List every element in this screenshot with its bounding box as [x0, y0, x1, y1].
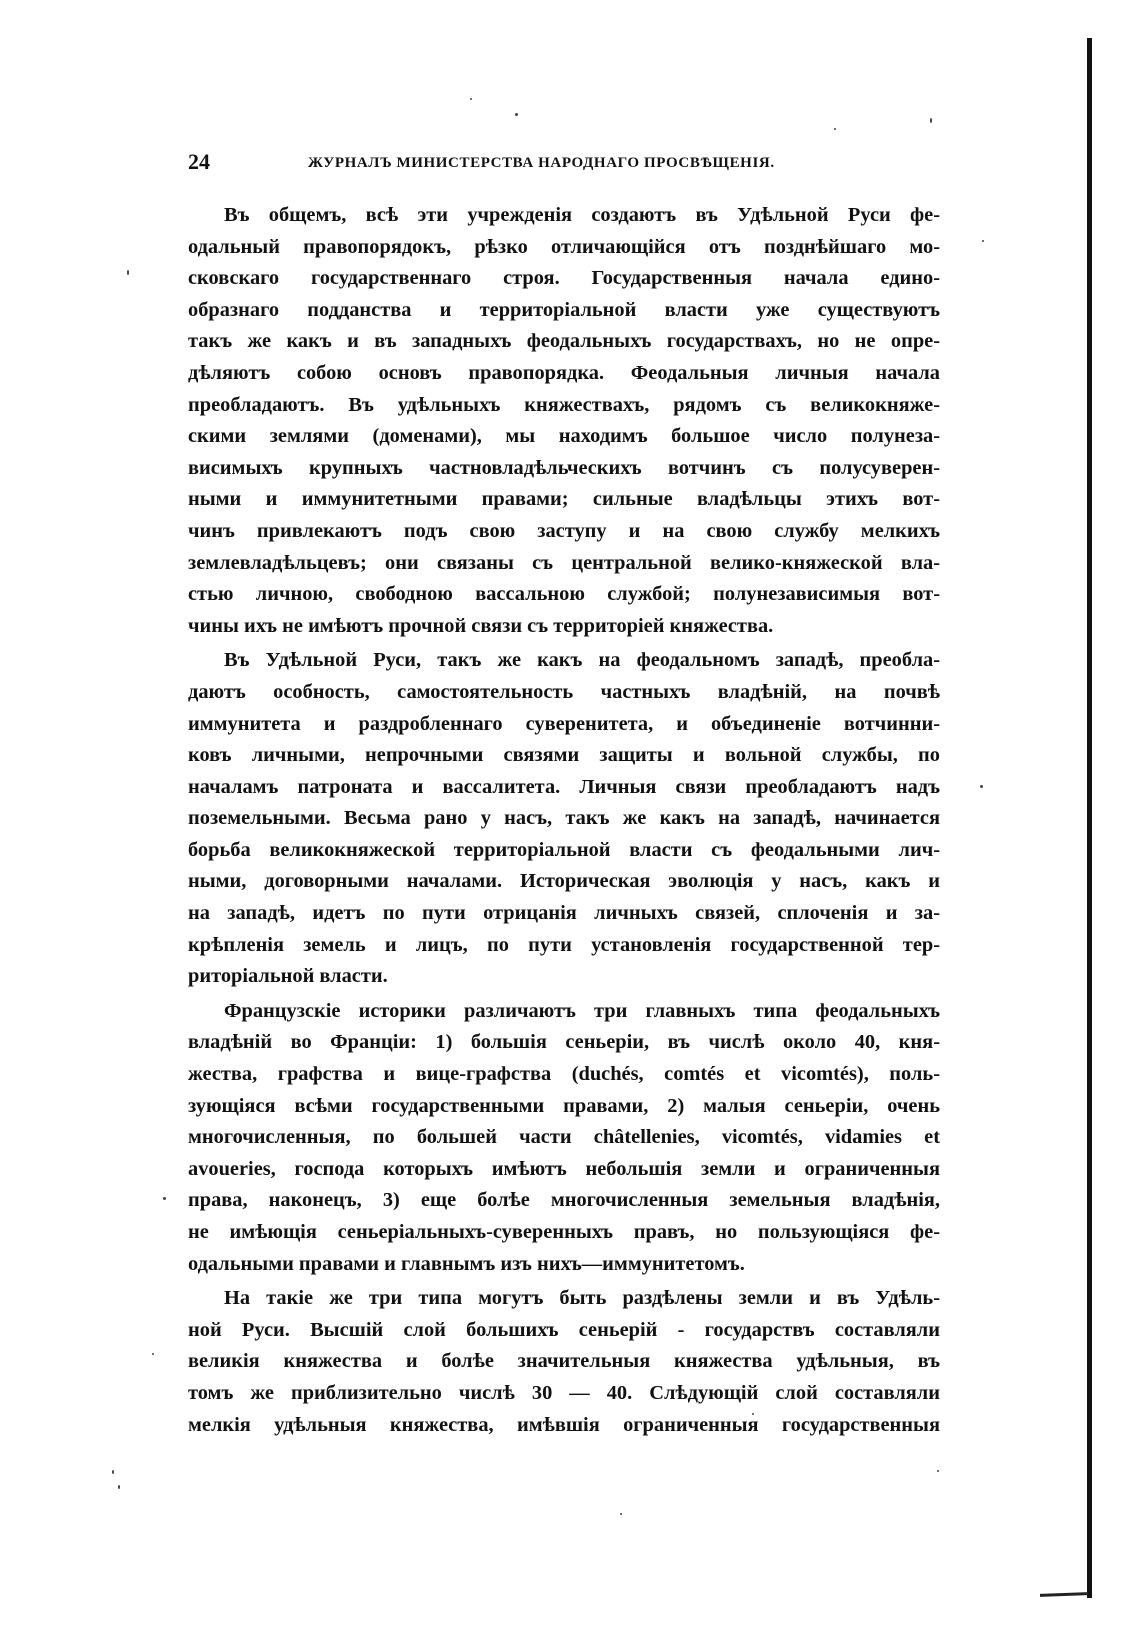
text-line: Въ Удѣльной Руси, такъ же какъ на феодальномъ западѣ, преобла-	[224, 649, 940, 672]
scan-speck	[112, 1470, 114, 1474]
text-line: образнаго подданства и территоріальной власти уже существуютъ	[188, 298, 940, 321]
text-line: avoueries, господа которыхъ имѣютъ небольшія земли и ограниченныя	[188, 1157, 940, 1180]
text-line: чинъ привлекаютъ подъ свою заступу и на свою службу мелкихъ	[188, 519, 940, 542]
scan-speck	[127, 270, 129, 275]
paragraph	[188, 1283, 940, 1441]
text-line: висимыхъ крупныхъ частновладѣльческихъ вотчинъ съ полусуверен-	[188, 456, 940, 479]
scan-speck	[982, 240, 984, 242]
text-line: одальными правами и главнымъ изъ нихъ—иммунитетомъ.	[188, 1252, 745, 1275]
text-line: не имѣющія сеньеріальныхъ-суверенныхъ правъ, но пользующіяся фе-	[188, 1221, 940, 1243]
text-line: ными, договорными началами. Историческая эволюція у насъ, какъ и	[188, 870, 940, 893]
text-line: даютъ особность, самостоятельность частныхъ владѣній, на почвѣ	[188, 680, 940, 703]
scan-speck	[980, 785, 983, 788]
page-number: 24	[188, 149, 210, 174]
text-line: Французскіе историки различаютъ три главныхъ типа феодальныхъ	[224, 999, 940, 1022]
text-line: преобладаютъ. Въ удѣльныхъ княжествахъ, рядомъ съ великокняже-	[188, 393, 940, 416]
text-line: чины ихъ не имѣютъ прочной связи съ территоріей княжества.	[188, 614, 774, 637]
scan-speck	[937, 1470, 939, 1472]
scan-speck	[470, 98, 472, 100]
scan-speck	[163, 1197, 166, 1200]
text-line: многочисленныя, по большей части châtellenies, vicomtés, vidamies et	[188, 1126, 940, 1149]
text-line: права, наконецъ, 3) еще болѣе многочисленныя земельныя владѣнія,	[188, 1189, 940, 1212]
text-line: крѣпленія земель и лицъ, по пути установленія государственной тер-	[188, 933, 940, 956]
page-header	[188, 148, 940, 182]
text-line: одальный правопорядокъ, рѣзко отличающійся отъ позднѣйшаго мо-	[188, 235, 940, 258]
text-line: ной Руси. Высшій слой большихъ сеньерій - государствъ составляли	[188, 1318, 940, 1341]
text-line: ными и иммунитетными правами; сильные владѣльцы этихъ вот-	[188, 488, 940, 511]
running-title: ЖУРНАЛЪ МИНИСТЕРСТВА НАРОДНАГО ПРОСВѢЩЕНІЯ.	[308, 155, 775, 171]
scan-edge-line	[1087, 38, 1092, 1598]
scan-speck	[620, 1513, 622, 1515]
text-line: великія княжества и болѣе значительныя княжества удѣльныя, въ	[188, 1350, 940, 1373]
scan-speck	[515, 113, 518, 116]
scan-speck	[930, 118, 932, 123]
text-line: поземельными. Весьма рано у насъ, такъ же какъ на западѣ, начинается	[188, 807, 940, 830]
text-line: жества, графства и вице-графства (duchés, comtés et vicomtés), поль-	[188, 1063, 940, 1086]
paragraph	[188, 200, 940, 642]
text-line: такъ же какъ и въ западныхъ феодальныхъ государствахъ, но не опре-	[188, 330, 940, 353]
text-line: землевладѣльцевъ; они связаны съ центральной велико-княжеской вла-	[188, 551, 940, 574]
text-line: дѣляютъ собою основъ правопорядка. Феодальныя личныя начала	[188, 361, 940, 384]
scan-speck	[118, 1485, 120, 1489]
scan-speck	[152, 1353, 154, 1355]
text-line: мелкія удѣльныя княжества, имѣвшія ограниченныя государственныя	[188, 1413, 940, 1436]
text-line: сковскаго государственнаго строя. Государственныя начала едино-	[188, 267, 940, 290]
text-line: началамъ патроната и вассалитета. Личныя связи преобладаютъ надъ	[188, 775, 940, 798]
text-line: На такіе же три типа могутъ быть раздѣлены земли и въ Удѣль-	[224, 1287, 940, 1310]
body-text	[188, 200, 940, 1436]
text-line: стью личною, свободною вассальною службой; полунезависимыя вот-	[188, 583, 940, 606]
scan-speck	[834, 128, 836, 130]
paragraph	[188, 645, 940, 993]
text-line: томъ же приблизительно числѣ 30 — 40. Слѣдующій слой составляли	[188, 1381, 940, 1404]
text-line: риторіальной власти.	[188, 965, 388, 988]
text-line: на западѣ, идетъ по пути отрицанія личныхъ связей, сплоченія и за-	[188, 902, 940, 925]
text-line: ковъ личными, непрочными связями защиты и вольной службы, по	[188, 744, 940, 767]
text-line: владѣній во Франціи: 1) большія сеньеріи, въ числѣ около 40, кня-	[188, 1031, 940, 1054]
scan-edge-tick	[1040, 1592, 1088, 1597]
text-line: Въ общемъ, всѣ эти учрежденія создаютъ въ Удѣльной Руси фе-	[224, 204, 940, 226]
paragraph	[188, 996, 940, 1280]
text-line: зующіяся всѣми государственными правами, 2) малыя сеньеріи, очень	[188, 1094, 940, 1117]
text-line: борьба великокняжеской территоріальной власти съ феодальными лич-	[188, 838, 940, 861]
text-line: иммунитета и раздробленнаго суверенитета, и объединеніе вотчинни-	[188, 712, 940, 735]
text-line: скими землями (доменами), мы находимъ большое число полунеза-	[188, 425, 940, 448]
